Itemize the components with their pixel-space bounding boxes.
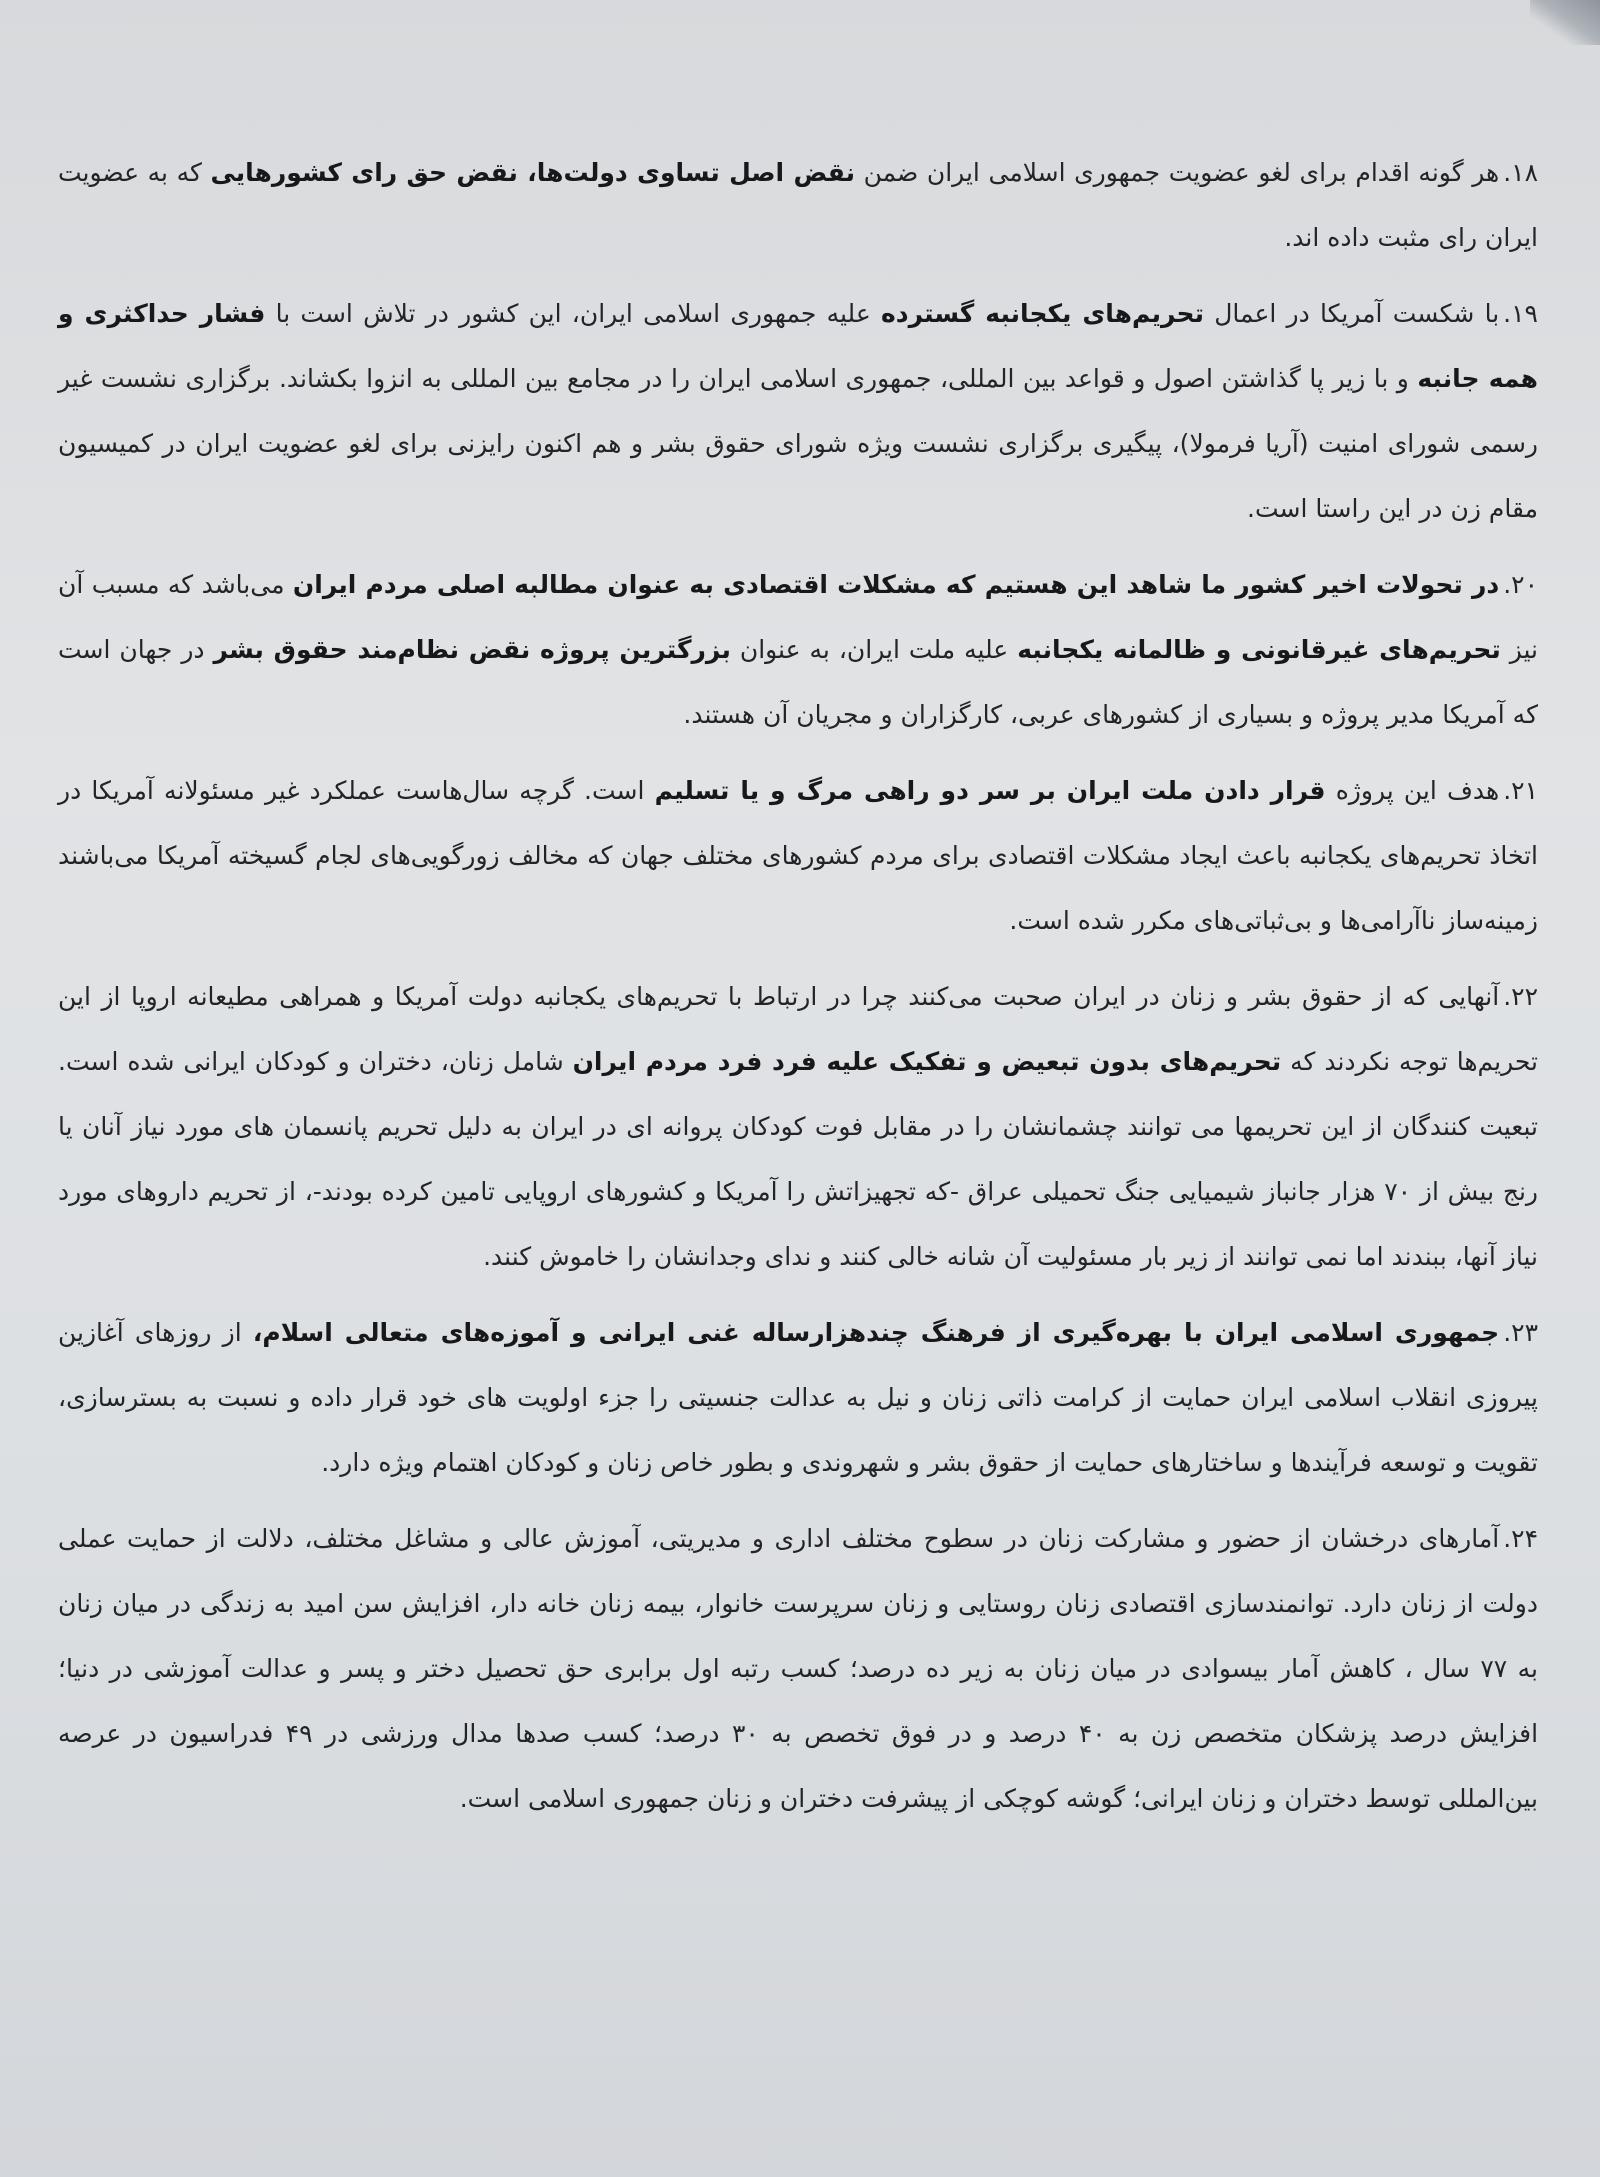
bold-phrase: نقض اصل تساوی دولت‌ها، نقض حق رای کشورهایی (210, 158, 855, 187)
paragraph-21 (58, 758, 1538, 953)
paragraph-number: ۲۴. (1503, 1524, 1538, 1553)
paragraph-number: ۱۸. (1503, 158, 1538, 187)
paragraph-20 (58, 552, 1538, 747)
paragraph-19 (58, 281, 1538, 541)
text-run: با شکست آمریکا در اعمال (1203, 299, 1500, 328)
text-run: هدف این پروژه (1325, 776, 1500, 805)
bold-phrase: تحریم‌های بدون تبعیض و تفکیک علیه فرد فرد مردم ایران (572, 1047, 1282, 1076)
paragraph-text (58, 1318, 1538, 1477)
paragraph-text (58, 982, 1538, 1271)
text-run: از روزهای آغازین پیروزی انقلاب اسلامی ایران حمایت از کرامت ذاتی زنان و نیل به عدالت جنسیتی را جزء اولویت های خود قرار داده و نسبت به بسترسازی، تقویت و توسعه فرآیندها و ساختارهای حمایت از حقوق بشر و شهروندی و بطور خاص زنان و کودکان اهتمام ویژه دارد. (58, 1318, 1538, 1477)
bold-phrase: تحریم‌های یکجانبه گسترده (880, 299, 1204, 328)
paragraph-text (58, 158, 1538, 252)
paragraph-number: ۱۹. (1503, 299, 1538, 328)
bold-phrase: فشار حداکثری و همه جانبه (58, 299, 1538, 393)
paragraph-number: ۲۳. (1503, 1318, 1538, 1347)
text-run: و با زیر پا گذاشتن اصول و قواعد بین المللی، جمهوری اسلامی ایران را در مجامع بین المللی به انزوا بکشاند. برگزاری نشست غیر رسمی شورای امنیت (آریا فرمولا)، پیگیری برگزاری نشست ویژه شورای حقوق بشر و هم اکنون رایزنی برای لغو عضویت ایران در کمیسیون مقام زن در این راستا است. (58, 364, 1538, 523)
paragraph-text (58, 1524, 1538, 1813)
paragraph-text (58, 776, 1538, 935)
bold-phrase: در تحولات اخیر کشور ما شاهد این هستیم که مشکلات اقتصادی به عنوان مطالبه اصلی مردم ایران (292, 570, 1500, 599)
bold-phrase: جمهوری اسلامی ایران با بهره‌گیری از فرهنگ چندهزارساله غنی ایرانی و آموزه‌های متعالی اسلام، (252, 1318, 1500, 1347)
paragraph-number: ۲۰. (1503, 570, 1538, 599)
text-run: آنهایی که از حقوق بشر و زنان در ایران صحبت می‌کنند چرا در ارتباط با تحریم‌های یکجانبه دولت آمریکا و همراهی مطیعانه اروپا از این تحریم‌ها توجه نکردند که (58, 982, 1538, 1076)
page-corner-shadow (1530, 0, 1600, 45)
paragraph-text (58, 299, 1538, 523)
paragraph-number: ۲۱. (1503, 776, 1538, 805)
text-run: آمارهای درخشان از حضور و مشارکت زنان در سطوح مختلف اداری و مدیریتی، آموزش عالی و مشاغل مختلف، دلالت از حمایت عملی دولت از زنان دارد. توانمندسازی اقتصادی زنان روستایی و زنان سرپرست خانوار، بیمه زنان خانه دار، افزایش سن امید به زندگی در میان زنان به ۷۷ سال ، کاهش آمار بیسوادی در میان زنان به زیر ده درصد؛ کسب رتبه اول برابری حق تحصیل دختر و پسر و عدالت آموزشی در دنیا؛ افزایش درصد پزشکان متخصص زن به ۴۰ درصد و در فوق تخصص به ۳۰ درصد؛ کسب صدها مدال ورزشی در ۴۹ فدراسیون در عرصه بین‌المللی توسط دختران و زنان ایرانی؛ گوشه کوچکی از پیشرفت دختران و زنان جمهوری اسلامی است. (58, 1524, 1539, 1813)
paragraph-text (58, 570, 1538, 729)
text-run: می‌باشد که مسبب آن نیز (58, 570, 1539, 664)
text-run: است. گرچه سال‌هاست عملکرد غیر مسئولانه آمریکا در اتخاذ تحریم‌های یکجانبه باعث ایجاد مشکلات اقتصادی برای مردم کشورهای مختلف جهان که مخالف زورگویی‌های لجام گسیخته آمریکا می‌باشند زمینه‌ساز ناآرامی‌ها و بی‌ثباتی‌های مکرر شده است. (58, 776, 1538, 935)
bold-phrase: تحریم‌های غیرقانونی و ظالمانه یکجانبه (1017, 635, 1501, 664)
bold-phrase: بزرگترین پروژه نقض نظام‌مند حقوق بشر (213, 635, 731, 664)
text-run: علیه ملت ایران، به عنوان (730, 635, 1018, 664)
paragraph-23 (58, 1300, 1538, 1495)
document-body (58, 140, 1538, 1842)
bold-phrase: قرار دادن ملت ایران بر سر دو راهی مرگ و یا تسلیم (654, 776, 1326, 805)
text-run: در جهان است که آمریکا مدیر پروژه و بسیاری از کشورهای عربی، کارگزاران و مجریان آن هستند. (58, 635, 1538, 729)
text-run: که به عضویت ایران رای مثبت داده اند. (58, 158, 1538, 252)
paragraph-24 (58, 1506, 1538, 1831)
paragraph-18 (58, 140, 1538, 270)
paragraph-22 (58, 964, 1538, 1289)
text-run: هر گونه اقدام برای لغو عضویت جمهوری اسلامی ایران ضمن (854, 158, 1500, 187)
text-run: شامل زنان، دختران و کودکان ایرانی شده است. تبعیت کنندگان از این تحریمها می توانند چشمانشان را در مقابل فوت کودکان پروانه ای در ایران به دلیل تحریم پانسمان های مورد نیاز آنان یا رنج بیش از ۷۰ هزار جانباز شیمیایی جنگ تحمیلی عراق -که تجهیزاتش را آمریکا و کشورهای اروپایی تامین کرده بودند-، از تحریم داروهای مورد نیاز آنها، ببندند اما نمی توانند از زیر بار مسئولیت آن شانه خالی کنند و ندای وجدانشان را خاموش کنند. (58, 1047, 1538, 1271)
text-run: علیه جمهوری اسلامی ایران، این کشور در تلاش است با (265, 299, 881, 328)
paragraph-number: ۲۲. (1503, 982, 1538, 1011)
